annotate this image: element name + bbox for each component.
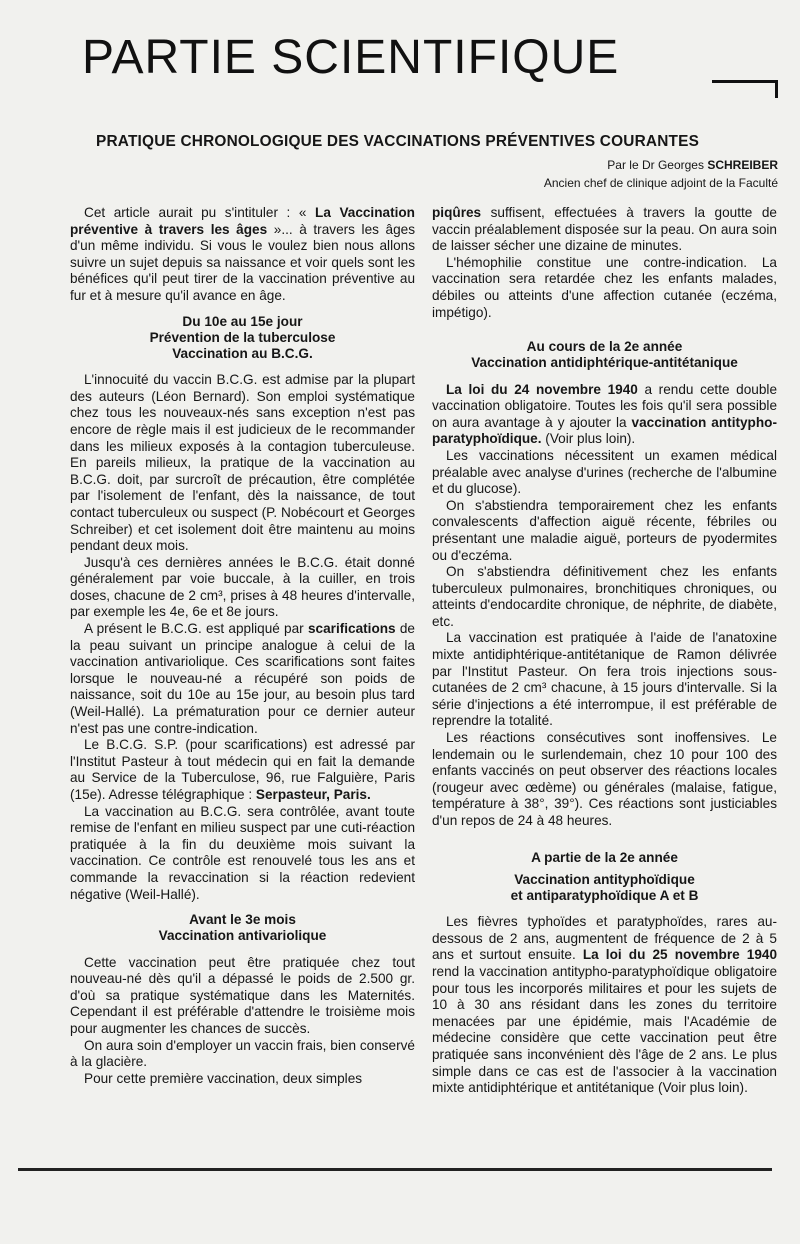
paragraph: Cette vaccination peut être pratiquée chez tout nouveau-né dès qu'il a dépassé le poids de 2.500 gr. d'où sa pratique systématique dans les Maternités. Cependant il est préférable d'attendre le troisième mois pour augmenter les chances de succès.: [70, 954, 415, 1036]
paragraph: L'innocuité du vaccin B.C.G. est admise par la plupart des auteurs (Léon Bernard). Son emploi systématique chez tous les nouveaux-nés sans exception n'est pas encore de règle mais il est judicieux de le recommander dans les milieux exposés à la contagion tuberculeuse. En pareils milieux, la pratique de la vaccination au B.C.G. doit, par surcroît de précaution, être complétée par l'isolement de l'enfant, dès la naissance, de tout contact tuberculeux ou suspect (P. Nobécourt et Georges Schreiber) et cet isolement doit être maintenu au moins pendant deux mois.: [70, 372, 415, 554]
heading-antityphoidique: A partie de la 2e année Vaccination antityphoïdique et antiparatyphoïdique A et B: [510, 849, 699, 903]
left-column: [70, 205, 415, 1087]
paragraph: On aura soin d'employer un vaccin frais, bien conservé à la glacière.: [70, 1037, 415, 1070]
heading-bcg: Du 10e au 15e jour Prévention de la tuberculose Vaccination au B.C.G.: [149, 313, 336, 361]
section-title: PARTIE SCIENTIFIQUE: [82, 31, 620, 84]
paragraph: La loi du 24 novembre 1940 a rendu cette double vaccination obligatoire. Toutes les fois qu'il sera possible on aura avantage à y ajouter la vaccination antitypho-paratyphoïdique. (Voir plus loin).: [432, 381, 778, 447]
right-column: [432, 205, 777, 1097]
paragraph: On s'abstiendra temporairement chez les enfants convalescents d'affection aiguë récente, fébriles ou présentant une maladie aiguë, porteurs de pyodermites ou d'eczéma.: [432, 497, 777, 563]
paragraph: piqûres suffisent, effectuées à travers la goutte de vaccin préalablement disposée sur la peau. On aura soin de laisser sécher une dizaine de minutes.: [432, 205, 777, 254]
byline: [544, 156, 778, 192]
title-rule: [712, 80, 778, 83]
title-rule-tick: [775, 80, 778, 98]
bottom-rule: [18, 1168, 772, 1171]
intro-paragraph: Cet article aurait pu s'intituler : « La Vaccination préventive à travers les âges »... à travers les âges d'un même individu. Si vous le voulez bien nous allons suivre un sujet depuis sa naissance et voir quels sont les bénéfices qu'il peut tirer de la vaccination préventive au fur et à mesure qu'il avance en âge.: [70, 205, 415, 303]
paragraph: On s'abstiendra définitivement chez les enfants tuberculeux pulmonaires, bronchitiques chroniques, ou atteints d'endocardite chronique, de néphrite, de diabète, etc.: [432, 564, 777, 629]
paragraph: Les fièvres typhoïdes et paratyphoïdes, rares au-dessous de 2 ans, augmentent de fréquence de 2 à 5 ans et surtout ensuite. La loi du 25 novembre 1940 rend la vaccination antitypho-paratyphoïdique obligatoire pour tous les incorporés militaires et pour les sujets de 10 à 30 ans résidant dans les zones du territoire menacées par une épidémie, mais l'Académie de médecine considère que cette vaccination peut être pratiquée sans inconvénient dès l'âge de 2 ans. Le plus simple dans ce cas est de l'associer à la vaccination mixte antidiphtérique et antitétanique (Voir plus loin).: [432, 914, 778, 1096]
paragraph: Les réactions consécutives sont inoffensives. Le lendemain ou le surlendemain, chez 10 pour 100 des enfants vaccinés on peut observer des réactions locales (rougeur avec œdème) ou générales (malaise, fatigue, température à 38°, 39°). Ces réactions sont justiciables d'un repos de 24 à 48 heures.: [432, 730, 777, 828]
article-title: PRATIQUE CHRONOLOGIQUE DES VACCINATIONS PRÉVENTIVES COURANTES: [96, 133, 700, 150]
paragraph: A présent le B.C.G. est appliqué par scarifications de la peau suivant un principe analogue à celui de la vaccination antivariolique. Ces scarifications sont faites lorsque le nouveau-né a récupéré son poids de naissance, soit du 10e au 15e jour, au besoin plus tard (Weil-Hallé). La prématuration pour ce dernier auteur n'est pas une contre-indication.: [70, 621, 415, 736]
heading-antivariolique: Avant le 3e mois Vaccination antivariolique: [158, 912, 327, 944]
paragraph: Jusqu'à ces dernières années le B.C.G. était donné généralement par voie buccale, à la cuiller, en trois doses, chacune de 2 cm³, prises à 48 heures d'intervalle, par exemple les 4e, 6e et 8e jours.: [70, 554, 415, 620]
paragraph: La vaccination est pratiquée à l'aide de l'anatoxine mixte antidiphtérique-antitétanique de Ramon délivrée par l'Institut Pasteur. On fera trois injections sous-cutanées de 2 cm³ chacune, à 15 jours d'intervalle. Si la série d'injections a été interrompue, il est préférable de reprendre la totalité.: [432, 630, 777, 729]
paragraph: La vaccination au B.C.G. sera contrôlée, avant toute remise de l'enfant en milieu suspect par une cuti-réaction pratiquée à la fin du deuxième mois suivant la vaccination. Ce contrôle est renouvelé tous les ans et commande la revaccination si la réaction redevient négative (Weil-Hallé).: [70, 803, 415, 902]
byline-affiliation: Ancien chef de clinique adjoint de la Faculté: [543, 176, 778, 190]
paragraph: Les vaccinations nécessitent un examen médical préalable avec analyse d'urines (recherche de l'albumine et du glucose).: [432, 447, 777, 497]
heading-antidiphterique: Au cours de la 2e année Vaccination antidiphtérique-antitétanique: [471, 339, 738, 371]
byline-author: SCHREIBER: [707, 158, 778, 172]
paragraph: Le B.C.G. S.P. (pour scarifications) est adressé par l'Institut Pasteur à tout médecin qui en fait la demande au Service de la Tuberculose, 96, rue Falguière, Paris (15e). Adresse télégraphique : Serpasteur, Paris.: [70, 737, 415, 803]
byline-prefix: Par le Dr Georges: [607, 158, 704, 172]
paragraph: L'hémophilie constitue une contre-indication. La vaccination sera retardée chez les enfants malades, débiles ou atteints d'une affection cutanée (eczéma, impétigo).: [432, 254, 777, 320]
paragraph: Pour cette première vaccination, deux simples: [84, 1070, 363, 1086]
